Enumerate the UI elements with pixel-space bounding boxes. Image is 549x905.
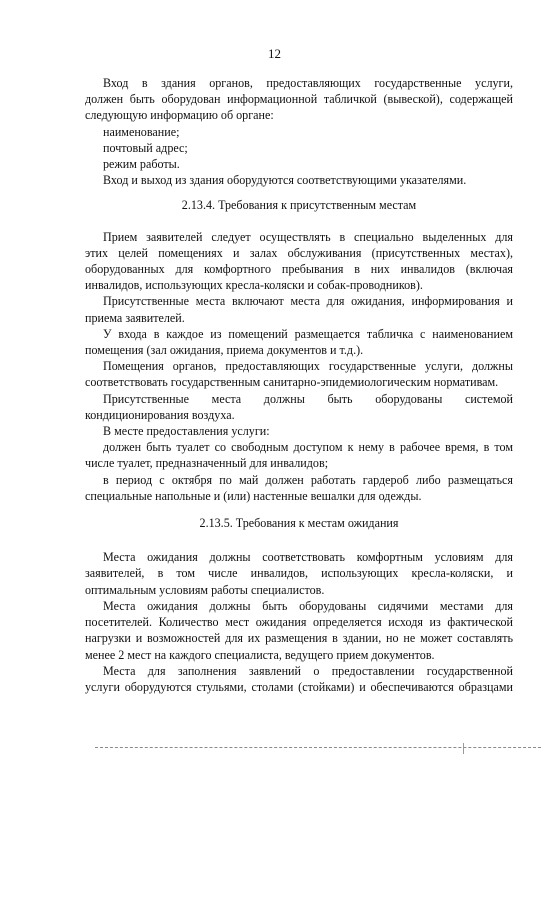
- text-line: менее 2 мест на каждого специалиста, ведущего прием документов.: [85, 647, 435, 662]
- text-line: Присутственные места включают места для ожидания, информирования и: [103, 294, 513, 309]
- list-item: режим работы.: [103, 157, 180, 172]
- text-line: числе туалет, предназначенный для инвалидов;: [85, 456, 329, 471]
- scan-tick-mark: [463, 743, 464, 754]
- text-line: должен быть оборудован информационной табличкой (вывеской), содержащей: [85, 92, 513, 107]
- section-heading: 2.13.4. Требования к присутственным местам: [181, 198, 417, 213]
- text-line: услуги оборудуются стульями, столами (стойками) и обеспечиваются образцами: [85, 679, 513, 694]
- text-line: посетителей. Количество мест ожидания определяется исходя из фактической: [85, 615, 513, 630]
- text-line: должен быть туалет со свободным доступом к нему в рабочее время, в том: [103, 440, 513, 455]
- text-line: В месте предоставления услуги:: [103, 424, 270, 439]
- text-line: следующую информацию об органе:: [85, 108, 274, 123]
- text-line: У входа в каждое из помещений размещается табличка с наименованием: [103, 326, 513, 341]
- document-body: [85, 75, 513, 695]
- text-line: Прием заявителей следует осуществлять в специально выделенных для: [103, 229, 513, 244]
- text-line: специальные напольные и (или) настенные вешалки для одежды.: [85, 488, 422, 503]
- text-line: инвалидов, использующих кресла-коляски и собак-проводников).: [85, 278, 423, 293]
- text-line: Места ожидания должны соответствовать комфортным условиям для: [103, 550, 513, 565]
- text-line: нагрузки и возможностей для их размещения в здании, но не может составлять: [85, 631, 513, 646]
- list-item: почтовый адрес;: [103, 140, 188, 155]
- page-number: 12: [268, 46, 281, 61]
- text-line: Вход и выход из здания оборудуются соответствующими указателями.: [103, 173, 467, 188]
- text-line: Присутственные места должны быть оборудованы системой: [103, 391, 513, 406]
- text-line: приема заявителей.: [85, 310, 185, 325]
- text-line: оборудованных для комфортного пребывания в них инвалидов (включая: [85, 262, 513, 277]
- text-line: Помещения органов, предоставляющих государственные услуги, должны: [103, 359, 513, 374]
- text-line: Вход в здания органов, предоставляющих государственные услуги,: [103, 76, 513, 90]
- text-line: Места ожидания должны быть оборудованы сидячими местами для: [103, 598, 513, 613]
- section-heading: 2.13.5. Требования к местам ожидания: [199, 516, 399, 531]
- text-line: кондиционирования воздуха.: [85, 407, 235, 422]
- text-line: помещения (зал ожидания, приема документов и т.д.).: [85, 343, 364, 358]
- text-line: Места для заполнения заявлений о предоставлении государственной: [103, 663, 513, 678]
- text-line: соответствовать государственным санитарно-эпидемиологическим нормативам.: [85, 375, 499, 390]
- list-item: наименование;: [103, 124, 180, 139]
- text-line: оптимальным условиям работы специалистов.: [85, 582, 325, 597]
- scan-divider-line: [95, 747, 541, 748]
- text-line: этих целей помещениях и залах обслуживания (присутственных местах),: [85, 245, 513, 260]
- text-line: в период с октября по май должен работать гардероб либо размещаться: [103, 472, 513, 487]
- text-line: заявителей, в том числе инвалидов, использующих кресла-коляски, и: [85, 566, 513, 581]
